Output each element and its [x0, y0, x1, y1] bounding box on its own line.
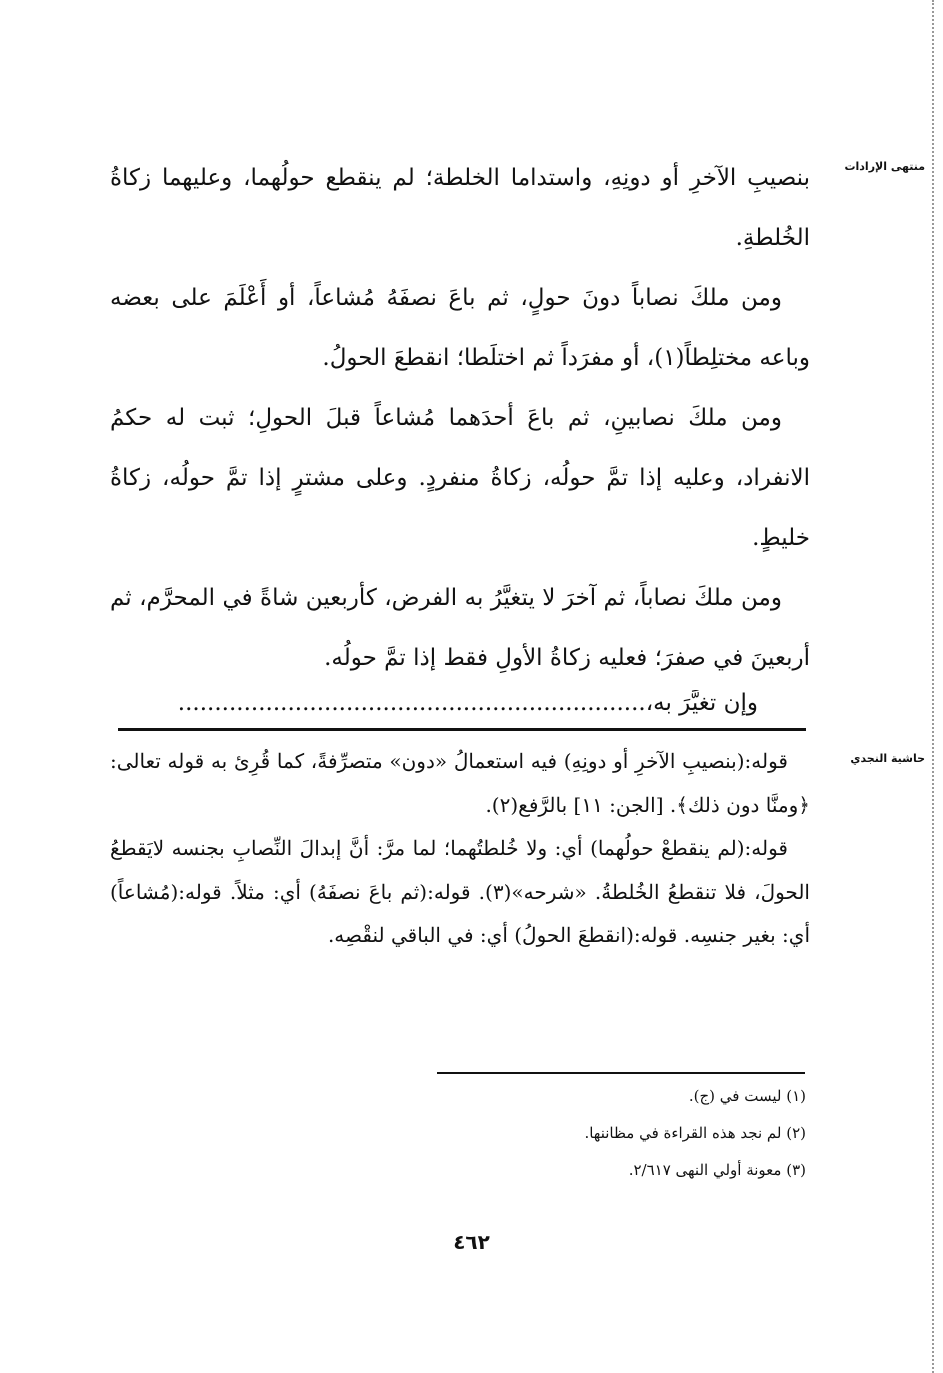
page-edge-dotted-line — [932, 0, 934, 1373]
margin-label-main-text: منتهى الإرادات — [844, 160, 925, 173]
footnote-3: (٣) معونة أولي النهى ٢/٦١٧. — [628, 1161, 806, 1179]
main-text-block — [110, 148, 810, 688]
main-paragraph-3: ومن ملكَ نصابينِ، ثم باعَ أحدَهما مُشاعاً قبلَ الحولِ؛ ثبت له حكمُ الانفراد، وعليه إذا تمَّ حولُه، زكاةُ منفردٍ. وعلى مشترٍ إذا تمَّ حولُه، زكاةُ خليطٍ. — [110, 405, 810, 551]
page-number: ٤٦٢ — [453, 1230, 490, 1254]
main-paragraph-2: ومن ملكَ نصاباً دونَ حولٍ، ثم باعَ نصفَهُ مُشاعاً، أو أَعْلَمَ على بعضه وباعه مختلِطاً(١)، أو مفرَداً ثم اختلَطا؛ انقطعَ الحولُ. — [110, 285, 810, 371]
continuation-dots: ................................................................ — [177, 690, 646, 716]
margin-label-commentary: حاشية النجدي — [850, 752, 925, 765]
continuation-text: وإن تغيَّرَ به، — [645, 690, 758, 716]
main-paragraph-4: ومن ملكَ نصاباً، ثم آخرَ لا يتغيَّرُ به الفرض، كأربعين شاةً في المحرَّم، ثم أربعينَ في صفرَ؛ فعليه زكاةُ الأولِ فقط إذا تمَّ حولُه. — [110, 585, 810, 671]
footnotes-block — [440, 1078, 806, 1189]
commentary-block — [110, 740, 810, 958]
continuation-line — [118, 690, 758, 730]
footnote-1: (١) ليست في (ج). — [688, 1087, 806, 1105]
commentary-paragraph-1: قوله:(بنصيبِ الآخرِ أو دونِهِ) فيه استعمالُ «دون» متصرِّفةً، كما قُرِئ به قوله تعالى: ﴿ومنَّا دون ذلك﴾. [الجن: ١١] بالرَّفع(٢). — [110, 749, 810, 817]
commentary-paragraph-2: قوله:(لم ينقطعْ حولُهما) أي: ولا خُلطتُهما؛ لما مرَّ: أنَّ إبدالَ النِّصابِ بجنسه لايَقطعُ الحولَ، فلا تنقطعُ الخُلطةُ. «شرحه»(٣). قوله:(ثم باعَ نصفَهُ) أي: مثلاً. قوله:(مُشاعاً) أي: بغير جنسِه. قوله:(انقطعَ الحولُ) أي: في الباقي لنقْصِه. — [110, 836, 810, 947]
main-separator-rule — [118, 728, 806, 731]
footnote-2: (٢) لم نجد هذه القراءة في مظاننها. — [584, 1124, 806, 1142]
footnote-separator-rule — [437, 1072, 805, 1074]
main-paragraph-1: بنصيبِ الآخرِ أو دونِهِ، واستداما الخلطة؛ لم ينقطع حولُهما، وعليهما زكاةُ الخُلطةِ. — [110, 165, 810, 251]
